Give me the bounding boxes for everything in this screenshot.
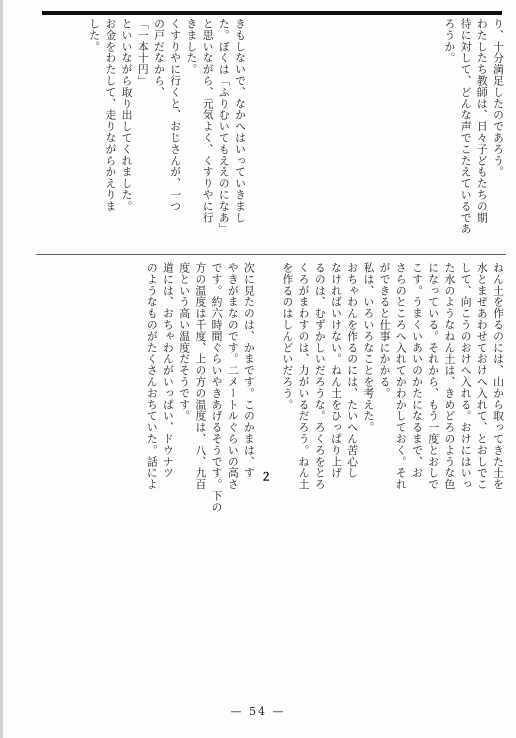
lower-block	[36, 262, 506, 692]
text-column: やきがまなのです。二メートルぐらいの高さ	[226, 262, 240, 490]
text-column: こす。うまくいあいのかたになるまで、お	[410, 262, 424, 479]
text-column: るのは、むずかしいだろうな。ろくろをとろ	[313, 262, 327, 490]
text-column: くろがまわすのは、力がいるだろう。ねん土	[297, 262, 311, 490]
text-column: 方の温度は千度、上の方の温度は、八、九百	[194, 262, 208, 490]
text-column: 道には、おちゃわんがいっぱい、ドウナツ	[161, 262, 175, 479]
text-column: ろうか。	[443, 18, 457, 64]
text-column: です。約六時間ぐらいやきあげるそうです。下の	[210, 262, 224, 513]
text-column: を作るのはしんどいだろう。	[281, 262, 295, 411]
text-column: 水とまぜあわせておけへ入れて、とおしでこ	[475, 262, 489, 490]
text-column: くすりやに行くと、おじさんが、一つ	[169, 18, 183, 212]
text-column: きました。	[185, 18, 199, 75]
text-column: 次に見たのは、かまです。このかまは、す	[242, 262, 256, 479]
text-column: り、十分満足したのであろう。	[492, 18, 505, 178]
upper-left-block	[36, 18, 248, 250]
section-number: ２	[259, 471, 273, 483]
text-column: と思いながら、元気よく、くすりやに行	[201, 18, 215, 224]
page-edge-shadow	[0, 0, 3, 738]
text-column: 私は、いろいろなことを考えた。	[362, 262, 376, 433]
text-column: た。ぼくは「ふりむいてもええのになあ」	[217, 18, 231, 235]
text-column: した。	[88, 18, 102, 53]
text-column: 「一本十円」	[136, 18, 150, 87]
text-column: きもしないで、なかへはいっていきまし	[234, 18, 247, 224]
text-column: なければいけない。ねん土をひっぱり上げ	[329, 262, 343, 479]
text-column: の戸だなから、	[152, 18, 166, 98]
text-column: して、向こうのおけへ入れる。おけにはいっ	[459, 262, 473, 490]
text-column: のようなものがたくさんおちていた。話によ	[145, 262, 159, 490]
top-rule	[42, 11, 502, 15]
text-column: ができると仕事にかかる。	[378, 262, 392, 399]
page-number: — 54 —	[230, 705, 286, 718]
text-column: になっている。それから、もう一度とおしで	[427, 262, 441, 490]
text-column: 待に対して、どんな声でこたえているであ	[459, 18, 473, 235]
text-column: 度という高い温度だそうです。	[178, 262, 192, 422]
text-column: おちゃわんを作るのには、たいへん苦心し	[346, 262, 360, 479]
text-column: わたしたち教師は、日々子どもたちの期	[475, 18, 489, 224]
upper-right-block	[248, 18, 506, 250]
text-column: といいながら取り出してくれました。	[120, 18, 134, 212]
text-column: お金をわたして、走りながらかえりま	[104, 18, 118, 212]
text-column: た水のようなねん土は、きめどろのような色	[443, 262, 457, 490]
text-column: さらのところへ入れてかわかしておく。それ	[394, 262, 408, 490]
text-column: ねん土を作るのには、山から取ってきた土を	[492, 262, 505, 490]
section-divider	[36, 254, 506, 255]
